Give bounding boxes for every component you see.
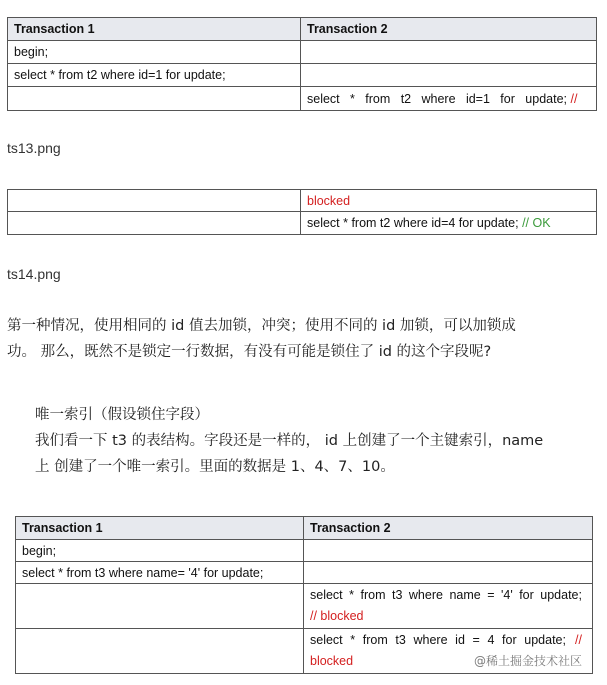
transaction-table-2 <box>7 189 597 235</box>
table3-cell <box>304 540 593 562</box>
table1-header-transaction-2: Transaction 2 <box>301 18 597 41</box>
image-caption-ts13: ts13.png <box>7 140 61 156</box>
image-caption-ts14: ts14.png <box>7 266 61 282</box>
table1-cell <box>301 41 597 64</box>
table3-cell <box>16 584 304 629</box>
section-unique-index <box>35 402 543 480</box>
section-line: 我们看一下 t3 的表结构。字段还是一样的， id 上创建了一个主键索引，name <box>35 433 544 449</box>
table2-cell-blocked: blocked <box>301 190 597 212</box>
table3-cell <box>16 629 304 674</box>
table1-comment: // <box>570 91 578 106</box>
table3-cell: select * from t3 where name= '4' for update; <box>16 562 304 584</box>
table1-statement: select * from t2 where id=1 for update; <box>307 91 567 106</box>
section-heading: 唯一索引（假设锁住字段） <box>35 407 209 423</box>
table3-comment-blocked: blocked <box>310 654 354 668</box>
table3-statement: select * from t3 where name = '4' for update; <box>310 588 582 602</box>
table3-comment-marker: // <box>575 633 582 647</box>
table3-statement: select * from t3 where id = 4 for update; <box>310 633 566 647</box>
table2-comment-ok: // OK <box>522 216 551 230</box>
transaction-table-3 <box>15 516 593 674</box>
table3-header-transaction-2: Transaction 2 <box>304 517 593 540</box>
table3-header-transaction-1: Transaction 1 <box>16 517 304 540</box>
table1-cell: begin; <box>8 41 301 64</box>
paragraph-line: 功。 那么，既然不是锁定一行数据，有没有可能是锁住了 id 的这个字段呢? <box>7 344 492 360</box>
section-line: 上 创建了一个唯一索引。里面的数据是 1、4、7、10。 <box>35 459 395 475</box>
table1-cell <box>301 87 597 111</box>
table3-comment-blocked: // blocked <box>310 609 364 623</box>
paragraph-line: 第一种情况，使用相同的 id 值去加锁，冲突；使用不同的 id 加锁，可以加锁成 <box>7 318 516 334</box>
table1-cell <box>301 64 597 87</box>
table2-cell <box>8 212 301 235</box>
table3-cell: begin; <box>16 540 304 562</box>
paragraph <box>7 313 516 365</box>
juejin-watermark: @稀土掘金技术社区 <box>474 654 583 668</box>
table1-cell: select * from t2 where id=1 for update; <box>8 64 301 87</box>
table2-cell <box>301 212 597 235</box>
table3-cell <box>304 562 593 584</box>
table3-cell <box>304 584 593 629</box>
table1-header-transaction-1: Transaction 1 <box>8 18 301 41</box>
table2-statement: select * from t2 where id=4 for update; <box>307 216 519 230</box>
table2-cell <box>8 190 301 212</box>
transaction-table-1 <box>7 17 597 111</box>
table1-cell <box>8 87 301 111</box>
